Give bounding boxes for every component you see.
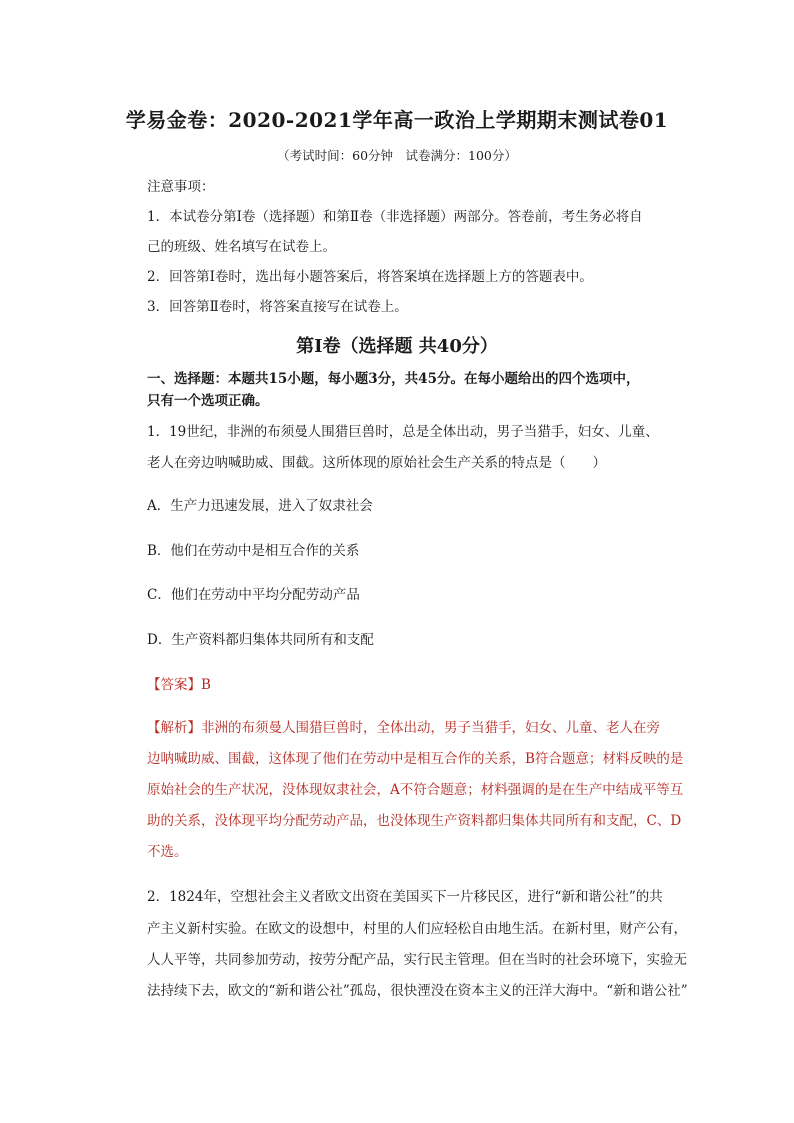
analysis-line-2: 边呐喊助威、围截，这体现了他们在劳动中是相互合作的关系，B符合题意；材料反映的是 (147, 751, 684, 767)
question-1-option-d: D．生产资料都归集体共同所有和支配 (147, 632, 374, 648)
question-2-line3: 人人平等，共同参加劳动，按劳分配产品，实行民主管理。但在当时的社会环境下，实验无 (147, 952, 687, 968)
question-2-line2: 产主义新村实验。在欧文的设想中，村里的人们应轻松自由地生活。在新村里，财产公有， (147, 921, 687, 937)
answer-value: B (201, 677, 211, 693)
section-instruction-line1: 一、选择题：本题共15小题，每小题3分，共45分。在每小题给出的四个选项中， (147, 371, 640, 387)
question-1-stem-line1: 1．19世纪，非洲的布须曼人围猎巨兽时，总是全体出动，男子当猎手，妇女、儿童、 (147, 424, 659, 440)
question-2-line4: 法持续下去，欧文的“新和谐公社”孤岛，很快湮没在资本主义的汪洋大海中。“新和谐公社” (147, 983, 688, 999)
note-item-3: 3．回答第Ⅱ卷时，将答案直接写在试卷上。 (147, 299, 408, 315)
analysis-label: 【解析】 (147, 720, 201, 736)
question-1-option-a: A．生产力迅速发展，进入了奴隶社会 (147, 498, 373, 514)
exam-info: （考试时间：60分钟 试卷满分：100分） (277, 148, 517, 163)
page-title: 学易金卷：2020-2021学年高一政治上学期期末测试卷01 (125, 108, 669, 132)
analysis-line-5: 不选。 (147, 844, 188, 860)
question-1-answer (147, 676, 687, 694)
note-item-1-cont: 己的班级、姓名填写在试卷上。 (147, 239, 336, 255)
analysis-line-3: 原始社会的生产状况，没体现奴隶社会，A不符合题意；材料强调的是在生产中结成平等互 (147, 782, 684, 798)
section-title: 第Ⅰ卷（选择题 共40分） (296, 336, 498, 357)
analysis-text: 非洲的布须曼人围猎巨兽时，全体出动，男子当猎手，妇女、儿童、老人在旁 (201, 720, 660, 736)
question-1-option-b: B．他们在劳动中是相互合作的关系 (147, 543, 360, 559)
notes-heading: 注意事项： (147, 179, 215, 195)
section-instruction-line2: 只有一个选项正确。 (147, 393, 269, 409)
analysis-line-1 (147, 719, 687, 737)
note-item-1: 1．本试卷分第Ⅰ卷（选择题）和第Ⅱ卷（非选择题）两部分。答卷前，考生务必将自 (147, 209, 643, 225)
question-2-line1: 2．1824年，空想社会主义者欧文出资在美国买下一片移民区，进行“新和谐公社”的共 (147, 889, 663, 905)
question-1-option-c: C．他们在劳动中平均分配劳动产品 (147, 587, 360, 603)
analysis-line-4: 助的关系，没体现平均分配劳动产品，也没体现生产资料都归集体共同所有和支配，C、D (147, 813, 682, 829)
question-1-stem-line2: 老人在旁边呐喊助威、围截。这所体现的原始社会生产关系的特点是（ ） (147, 455, 606, 471)
note-item-2: 2．回答第Ⅰ卷时，选出每小题答案后，将答案填在选择题上方的答题表中。 (147, 269, 593, 285)
answer-label: 【答案】 (147, 677, 201, 693)
